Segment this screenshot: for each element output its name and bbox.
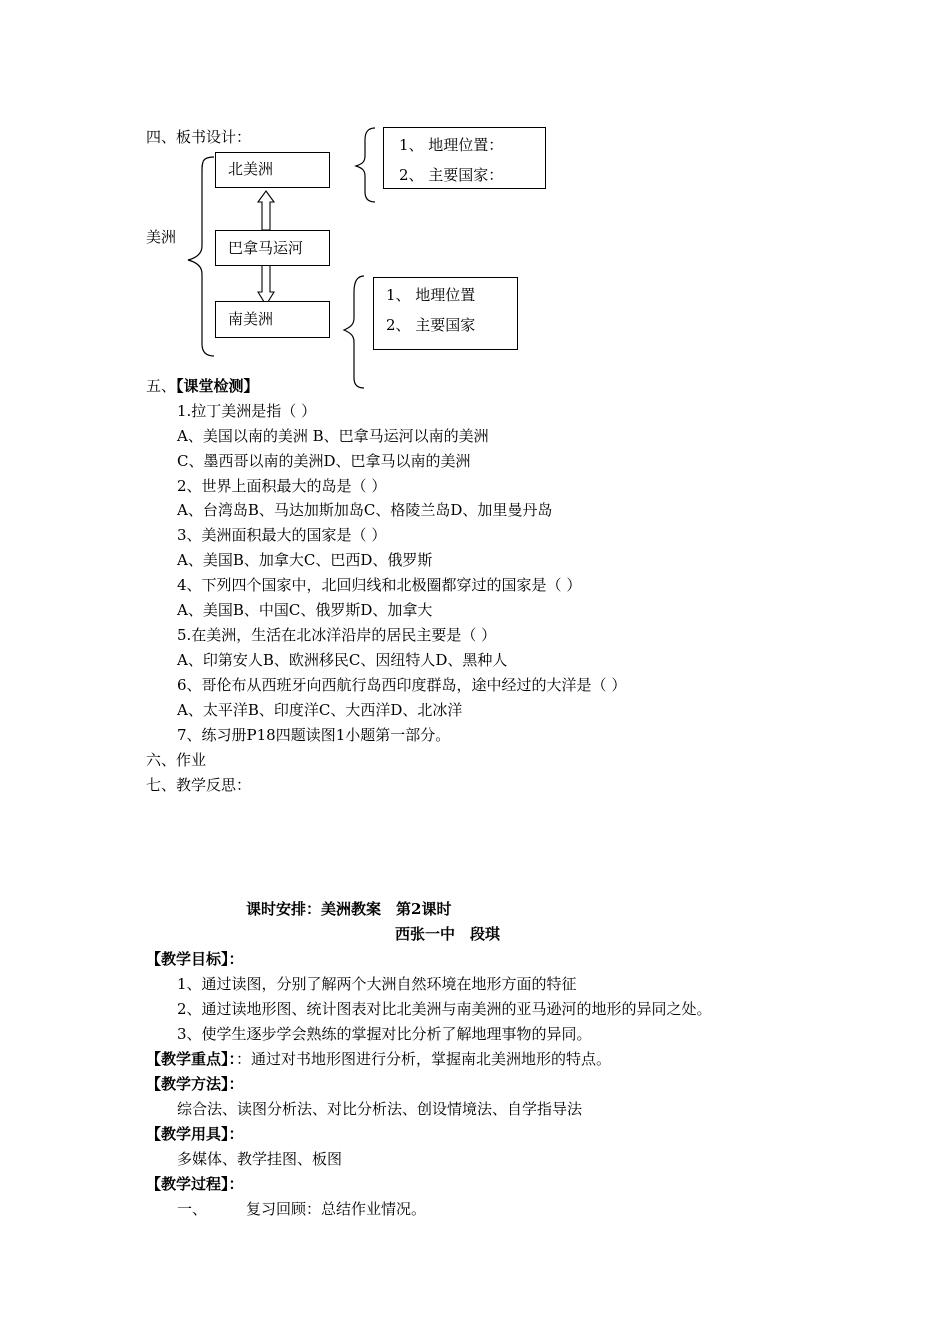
panama-canal-box <box>215 230 330 266</box>
quiz-line: 7、练习册P18四题读图1小题第一部分。 <box>177 726 451 744</box>
panama-canal-label: 巴拿马运河 <box>228 239 304 257</box>
quiz-line: 6、哥伦布从西班牙向西航行岛西印度群岛，途中经过的大洋是（ ） <box>177 676 627 694</box>
section5-heading-prefix: 五、 <box>146 377 177 395</box>
process-text: 复习回顾：总结作业情况。 <box>246 1200 427 1218</box>
north-detail-location: 1、 地理位置： <box>399 136 504 154</box>
quiz-line: A、美国以南的美洲 B、巴拿马运河以南的美洲 <box>177 427 489 445</box>
tools-label: 【教学用具】： <box>146 1125 244 1143</box>
quiz-line: 3、美洲面积最大的国家是（ ） <box>177 526 387 544</box>
goal-item: 1、通过读图，分别了解两个大洲自然环境在地形方面的特征 <box>177 975 577 993</box>
focus-label: 【教学重点】： <box>146 1050 237 1068</box>
quiz-line: A、美国B、加拿大C、巴西D、俄罗斯 <box>177 551 433 569</box>
north-america-box <box>215 152 330 188</box>
south-america-label: 南美洲 <box>228 310 274 328</box>
process-number: 一、 <box>177 1200 208 1218</box>
quiz-line: 2、世界上面积最大的岛是（ ） <box>177 477 387 495</box>
up-arrow <box>258 191 274 230</box>
section5-heading-title: 【课堂检测】 <box>176 377 259 395</box>
south-details-brace <box>344 276 364 388</box>
focus-text: ：通过对书地形图进行分析，掌握南北美洲地形的特点。 <box>236 1050 612 1068</box>
down-arrow <box>258 262 274 305</box>
lesson2-author: 西张一中 段琪 <box>395 925 501 943</box>
north-details-brace <box>356 128 375 202</box>
quiz-line: A、美国B、中国C、俄罗斯D、加拿大 <box>177 601 433 619</box>
lesson2-title: 课时安排：美洲教案 第2课时 <box>246 900 452 918</box>
quiz-line: 1.拉丁美洲是指（ ） <box>177 402 317 420</box>
north-detail-countries: 2、 主要国家： <box>399 166 504 184</box>
section4-heading: 四、板书设计： <box>146 128 252 146</box>
south-america-box <box>215 301 330 338</box>
north-details-box <box>383 127 546 189</box>
quiz-line: 4、下列四个国家中，北回归线和北极圈都穿过的国家是（ ） <box>177 576 582 594</box>
section5-heading <box>146 377 259 395</box>
north-america-label: 北美洲 <box>228 160 274 178</box>
board-diagram-connectors <box>0 0 950 420</box>
quiz-line: A、太平洋B、印度洋C、大西洋D、北冰洋 <box>177 701 463 719</box>
quiz-line: A、台湾岛B、马达加斯加岛C、格陵兰岛D、加里曼丹岛 <box>177 501 553 519</box>
goals-label: 【教学目标】： <box>146 950 244 968</box>
process-label: 【教学过程】： <box>146 1175 244 1193</box>
quiz-line: C、墨西哥以南的美洲D、巴拿马以南的美洲 <box>177 452 471 470</box>
section7-heading: 七、教学反思： <box>146 776 252 794</box>
tools-text: 多媒体、教学挂图、板图 <box>177 1150 343 1168</box>
methods-text: 综合法、读图分析法、对比分析法、创设情境法、自学指导法 <box>177 1100 583 1118</box>
south-detail-location: 1、 地理位置 <box>386 286 476 304</box>
goal-item: 2、通过读地形图、统计图表对比北美洲与南美洲的亚马逊河的地形的异同之处。 <box>177 1000 712 1018</box>
goal-item: 3、使学生逐步学会熟练的掌握对比分析了解地理事物的异同。 <box>177 1025 592 1043</box>
quiz-line: 5.在美洲，生活在北冰洋沿岸的居民主要是（ ） <box>177 626 497 644</box>
diagram-root-label: 美洲 <box>146 228 177 246</box>
quiz-line: A、印第安人B、欧洲移民C、因纽特人D、黑种人 <box>177 651 508 669</box>
section6-heading: 六、作业 <box>146 751 207 769</box>
south-details-box <box>373 277 518 350</box>
root-brace <box>188 157 214 356</box>
south-detail-countries: 2、 主要国家 <box>386 316 476 334</box>
methods-label: 【教学方法】： <box>146 1075 244 1093</box>
focus-line <box>146 1050 611 1068</box>
